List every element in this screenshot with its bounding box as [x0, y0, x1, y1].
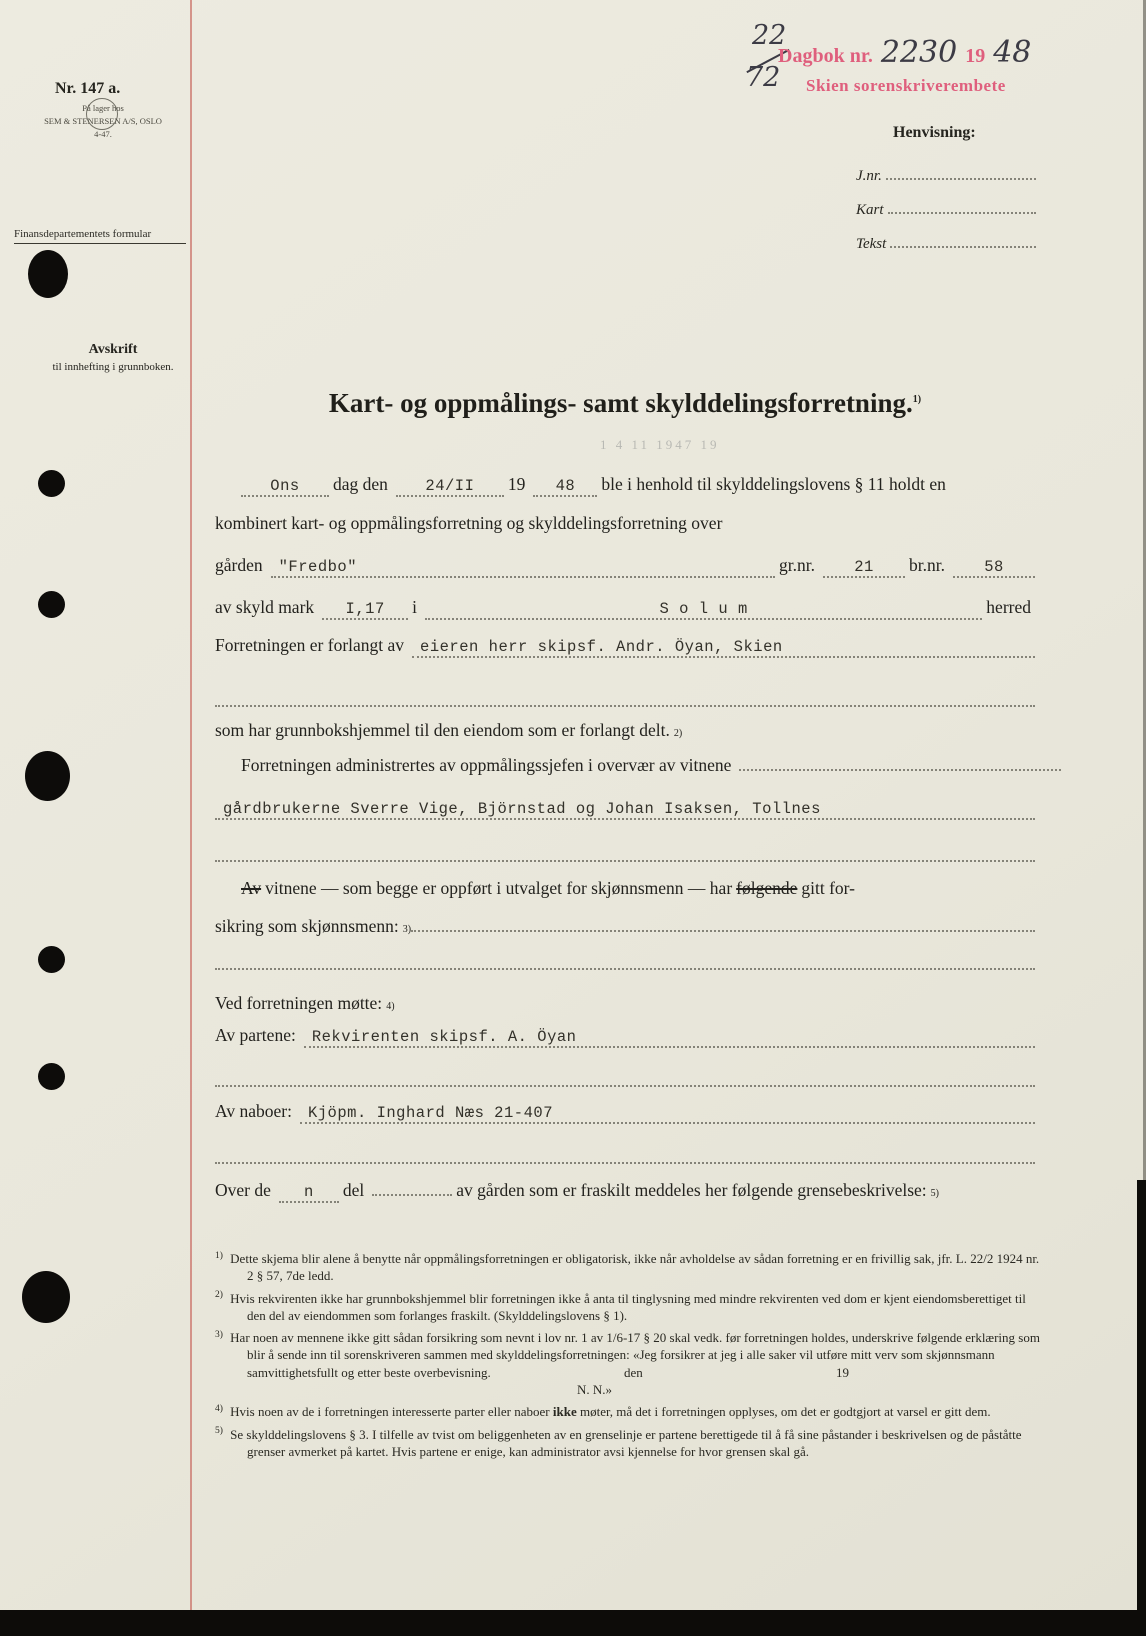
- footnote-text: Dette skjema blir alene å benytte når oppmålingsforretningen er obligatorisk, ikke når avholdelse av sådan forretning er en frivillig sak, jfr. L. 22/2 1924 nr. 2 § 57, 7de ledd.: [230, 1251, 1040, 1284]
- year-field: 48: [533, 474, 597, 497]
- footnote-3: [215, 1329, 1041, 1398]
- blank-ruled-line: [215, 860, 1035, 862]
- body-line-oath-continuation: sikring som skjønnsmenn: 3): [215, 916, 1035, 937]
- henvisning-label: Henvisning:: [893, 124, 976, 141]
- footnote-1: [215, 1250, 1041, 1285]
- handwritten-note-numerator: 22: [752, 20, 787, 51]
- parcel-empty-field: [372, 1194, 452, 1196]
- document-title-text: Kart- og oppmålings- samt skylddelingsforretning.: [328, 388, 913, 418]
- parcel-field: n: [279, 1180, 339, 1203]
- blank-ruled-line: [215, 705, 1035, 707]
- avskrift-title: Avskrift: [88, 342, 138, 357]
- hole-punch: [38, 591, 65, 618]
- blank-ruled-line: [215, 1162, 1035, 1164]
- footnote-text: møter, må det i forretningen opplyses, om det er godtgjort at varsel er gitt dem.: [576, 1404, 991, 1420]
- printer-logo-icon: [86, 98, 118, 130]
- printer-line2: SEM & STENERSEN A/S, OSLO: [44, 115, 162, 126]
- form-number: Nr. 147 a.: [55, 80, 121, 97]
- footnote-marker: 1): [215, 1250, 223, 1261]
- body-line-parties: Av partene: Rekvirenten skipsf. A. Öyan: [215, 1025, 1035, 1048]
- witnesses-lead-line: [739, 769, 1061, 771]
- year-printed: 19: [965, 45, 986, 67]
- kart-ruled-line: [888, 196, 1036, 214]
- jnr-label: J.nr.: [856, 168, 882, 184]
- kart-label: Kart: [856, 202, 884, 218]
- footnote-text: Hvis noen av de i forretningen interesserte parter eller naboer: [230, 1404, 553, 1420]
- avskrift-subtitle: til innhefting i grunnboken.: [52, 361, 174, 373]
- blank-ruled-line: [215, 1085, 1035, 1087]
- faint-date-stamp: 1 4 11 1947 19: [600, 437, 720, 452]
- struck-word-av: Av: [241, 878, 262, 898]
- body-line-witnesses: [215, 797, 1035, 820]
- ref-row-kart: [856, 196, 1036, 230]
- reference-lines: [856, 162, 1036, 264]
- printer-imprint: [28, 102, 178, 140]
- hole-punch: [38, 1063, 65, 1090]
- parties-field: Rekvirenten skipsf. A. Öyan: [304, 1025, 1035, 1048]
- body-line-farm: gården "Fredbo" gr.nr. 21 br.nr. 58: [215, 555, 1035, 578]
- scan-edge: [1137, 1180, 1146, 1636]
- body-line-neighbors: Av naboer: Kjöpm. Inghard Næs 21-407: [215, 1101, 1035, 1124]
- year-handwritten: 48: [993, 35, 1032, 70]
- daybook-label: Dagbok nr.: [778, 45, 873, 67]
- body-line-hjemmel: som har grunnbokshjemmel til den eiendom som er forlangt delt. 2): [215, 720, 683, 740]
- date-field: 24/II: [396, 474, 504, 497]
- document-title: [215, 388, 1035, 419]
- footnote-3-signature: N. N.»: [577, 1381, 613, 1397]
- footnote-text: Hvis rekvirenten ikke har grunnbokshjemmel blir forretningen ikke å anta til tinglysning med mindre rekvirenten ved dom er kjent eiendomsberettiget til den del av eiendommen som forlanges fraskilt. (Skylddelingslovens § 1).: [230, 1290, 1026, 1323]
- requester-field: eieren herr skipsf. Andr. Öyan, Skien: [412, 635, 1035, 658]
- office-stamp: Skien sorenskriverembete: [806, 76, 1006, 95]
- hole-punch: [38, 946, 65, 973]
- body-line-boundary: Over de n del av gården som er fraskilt meddeles her følgende grensebeskrivelse: 5): [215, 1180, 940, 1201]
- neighbors-field: Kjöpm. Inghard Næs 21-407: [300, 1101, 1035, 1124]
- department-formular-label: Finansdepartementets formular: [14, 228, 186, 244]
- footnotes-section: [215, 1250, 1041, 1465]
- footnote-marker: 3): [215, 1329, 223, 1340]
- hole-punch: [22, 1271, 70, 1323]
- footnote-text: Har noen av mennene ikke gitt sådan forsikring som nevnt i lov nr. 1 av 1/6-17 § 20 skal vedk. før forretningen holdes, underskrive følgende erklæring som blir å sende inn til sorenskriveren sammen med skylddelingsforretningen: «Jeg forsikrer at jeg i alle saker vil utføre mitt verv som skjønnsmann samvittighetsfullt og etter beste overbevisning.: [230, 1330, 1040, 1380]
- oath-ruled-line: [411, 930, 1035, 932]
- handwritten-note-denominator: 72: [746, 62, 781, 93]
- body-line-attendance: Ved forretningen møtte: 4): [215, 993, 395, 1013]
- printer-line1: På lager hos: [82, 103, 124, 113]
- footnote-marker: 4): [215, 1403, 223, 1414]
- footnote-4: [215, 1403, 1041, 1420]
- footnote-text: Se skylddelingslovens § 3. I tilfelle av tvist om beliggenheten av en grenselinje er partene berettigede til å få sine påstander i beskrivelsen og de påståtte grenser avmerket på kartet. Hvis partene er enige, kan administrator avsi kjennelse for hvor grensen skal gå.: [230, 1426, 1022, 1459]
- witnesses-field: gårdbrukerne Sverre Vige, Björnstad og Johan Isaksen, Tollnes: [215, 797, 1035, 820]
- body-line-continuation: kombinert kart- og oppmålingsforretning og skylddelingsforretning over: [215, 513, 723, 533]
- body-line-administration: Forretningen administrertes av oppmålingssjefen i overvær av vitnene: [215, 755, 1061, 776]
- blank-ruled-line: [215, 968, 1035, 970]
- weekday-field: Ons: [241, 474, 329, 497]
- footnote-marker: 5): [215, 1426, 223, 1437]
- daybook-stamp: [778, 35, 1032, 70]
- footnote-3-den: den: [623, 1364, 643, 1380]
- skyld-mark-field: I,17: [322, 597, 408, 620]
- scan-edge: [0, 1610, 1146, 1636]
- footnote-bold-word: ikke: [552, 1404, 577, 1420]
- farm-name-field: "Fredbo": [271, 555, 775, 578]
- ref-row-tekst: [856, 230, 1036, 264]
- tekst-ruled-line: [890, 230, 1036, 248]
- struck-word-folgende: følgende: [736, 878, 798, 898]
- hole-punch: [28, 250, 68, 298]
- footnote-3-year: 19: [835, 1364, 849, 1380]
- municipality-field: S o l u m: [425, 597, 982, 620]
- hole-punch: [25, 751, 70, 801]
- margin-rule: [190, 0, 192, 1612]
- hole-punch: [38, 470, 65, 497]
- printer-line3: 4-47.: [94, 128, 112, 139]
- footnote-5: [215, 1426, 1041, 1461]
- avskrift-block: [38, 342, 188, 373]
- footnote-2: [215, 1290, 1041, 1325]
- title-footnote-marker: 1): [912, 394, 922, 405]
- jnr-ruled-line: [886, 162, 1036, 180]
- body-line-oath: Av vitnene — som begge er oppført i utvalget for skjønnsmenn — har følgende gitt for-: [241, 878, 855, 898]
- bnr-field: 58: [953, 555, 1035, 578]
- body-line-skyld: av skyld mark I,17 i S o l u m herred: [215, 597, 1031, 618]
- journal-number-handwritten: 2230: [880, 35, 958, 70]
- footnote-marker: 2): [215, 1290, 223, 1301]
- ref-row-jnr: [856, 162, 1036, 196]
- body-line-requester: Forretningen er forlangt av eieren herr skipsf. Andr. Öyan, Skien: [215, 635, 1035, 658]
- gnr-field: 21: [823, 555, 905, 578]
- tekst-label: Tekst: [856, 236, 887, 252]
- body-line-date: Ons dag den 24/II 19 48 ble i henhold til skylddelingslovens § 11 holdt en: [215, 474, 1061, 497]
